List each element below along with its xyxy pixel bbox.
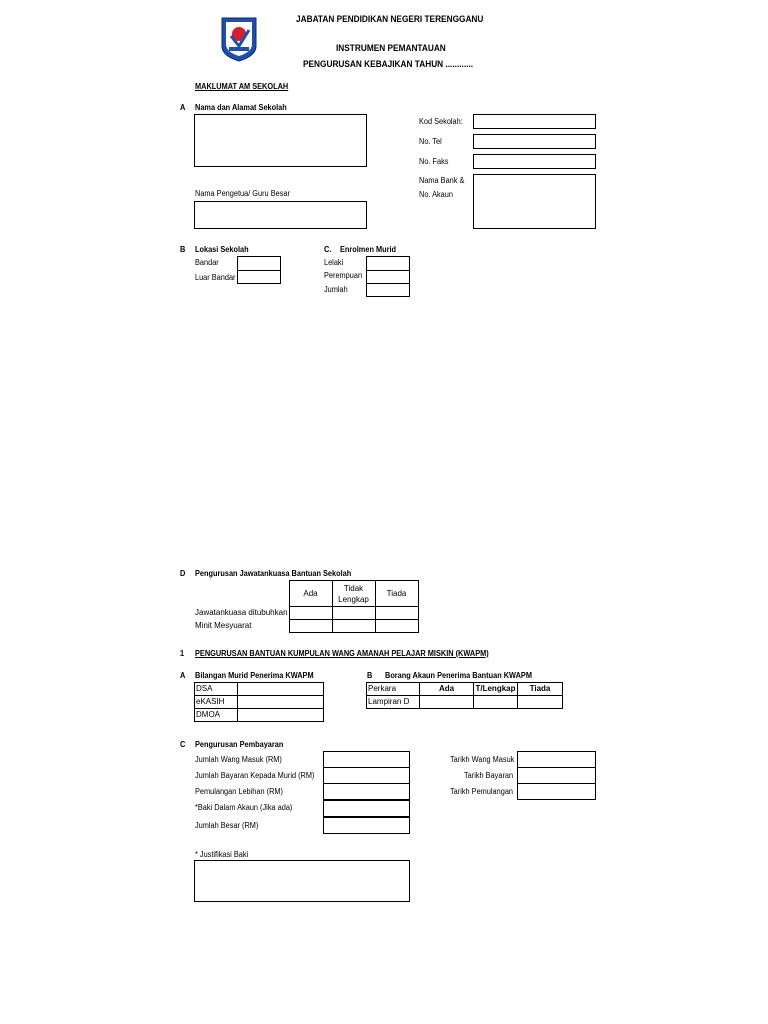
bank-label-line2: No. Akaun: [419, 190, 453, 199]
cell-input[interactable]: [332, 620, 375, 633]
guru-besar-label: Nama Pengetua/ Guru Besar: [195, 189, 290, 198]
luar-bandar-label: Luar Bandar: [195, 273, 236, 282]
bilangan-murid-table: [194, 682, 324, 722]
section-title-pembayaran: Pengurusan Pembayaran: [195, 740, 284, 749]
label-tarikh-bayaran: Tarikh Bayaran: [464, 771, 514, 780]
perempuan-field[interactable]: [366, 270, 410, 284]
no-tel-field[interactable]: [473, 134, 596, 149]
col-ada: Ada: [420, 683, 474, 696]
justifikasi-baki-field[interactable]: [194, 860, 410, 902]
cell-input[interactable]: [518, 696, 563, 709]
cell-input[interactable]: [238, 683, 324, 696]
label-pemulangan-lebihan: Pemulangan Lebihan (RM): [195, 787, 283, 796]
borang-akaun-table: [366, 682, 563, 709]
table-row: [194, 607, 418, 620]
lelaki-label: Lelaki: [324, 258, 344, 267]
bank-account-field[interactable]: [473, 174, 596, 229]
perempuan-label: Perempuan: [324, 271, 363, 280]
jumlah-label: Jumlah: [324, 285, 348, 294]
jumlah-field[interactable]: [366, 283, 410, 297]
label-wang-masuk: Jumlah Wang Masuk (RM): [195, 755, 282, 764]
pemulangan-lebihan-field[interactable]: [323, 783, 410, 800]
label-tarikh-pemulangan: Tarikh Pemulangan: [450, 787, 514, 796]
guru-besar-field[interactable]: [194, 201, 367, 229]
section-title-borang-akaun: Borang Akaun Penerima Bantuan KWAPM: [385, 671, 532, 680]
cell-input[interactable]: [238, 709, 324, 722]
section-letter-1a: A: [180, 671, 186, 680]
table-row: [195, 683, 324, 696]
tarikh-wang-masuk-field[interactable]: [517, 751, 596, 768]
row-label-minit: Minit Mesyuarat: [195, 621, 252, 630]
terengganu-education-crest-icon: [220, 16, 258, 62]
table-row: [195, 696, 324, 709]
section-letter-1b: B: [367, 671, 373, 680]
section-letter-a: A: [180, 103, 186, 112]
col-ada: Ada: [289, 581, 332, 607]
col-tidak-line1: Tidak: [343, 583, 364, 593]
jumlah-besar-field[interactable]: [323, 817, 410, 834]
no-faks-label: No. Faks: [419, 157, 449, 166]
bank-label-line1: Nama Bank &: [419, 176, 465, 185]
cell-input[interactable]: [238, 696, 324, 709]
row-label-ekasih: eKASIH: [195, 696, 238, 709]
col-tidak-line2: Lengkap: [338, 594, 369, 604]
col-t-lengkap: T/Lengkap: [474, 683, 518, 696]
school-logo: [220, 16, 258, 62]
row-label-dmoa: DMOA: [195, 709, 238, 722]
no-tel-label: No. Tel: [419, 137, 442, 146]
label-baki-akaun: *Baki Dalam Akaun (Jika ada): [195, 803, 293, 812]
kod-sekolah-field[interactable]: [473, 114, 596, 129]
jawatankuasa-table: [194, 580, 419, 633]
col-tiada: Tiada: [518, 683, 563, 696]
baki-akaun-field[interactable]: [323, 800, 410, 817]
row-label-lampiran-d: Lampiran D: [367, 696, 420, 709]
bandar-label: Bandar: [195, 258, 219, 267]
school-name-address-field[interactable]: [194, 114, 367, 167]
section-letter-c: C.: [324, 245, 332, 254]
luar-bandar-field[interactable]: [237, 270, 281, 284]
cell-input[interactable]: [420, 696, 474, 709]
section-number-1: 1: [180, 649, 185, 658]
section-title-nama-alamat: Nama dan Alamat Sekolah: [195, 103, 287, 112]
bandar-field[interactable]: [237, 256, 281, 271]
section-title-bilangan-murid: Bilangan Murid Penerima KWAPM: [195, 671, 314, 680]
section-letter-1c: C: [180, 740, 186, 749]
year-title: PENGURUSAN KEBAJIKAN TAHUN ............: [303, 59, 474, 69]
col-tiada: Tiada: [375, 581, 418, 607]
row-label-jawatankuasa: Jawatankuasa ditubuhkan: [195, 608, 288, 617]
col-tidak-lengkap: [332, 581, 375, 607]
section-letter-b: B: [180, 245, 186, 254]
row-label-dsa: DSA: [195, 683, 238, 696]
cell-input[interactable]: [375, 620, 418, 633]
lelaki-field[interactable]: [366, 256, 410, 271]
label-jumlah-besar: Jumlah Besar (RM): [195, 821, 259, 830]
table-row: [195, 709, 324, 722]
instrument-title: INSTRUMEN PEMANTAUAN: [336, 43, 446, 53]
page-title: JABATAN PENDIDIKAN NEGERI TERENGGANU: [296, 14, 484, 24]
cell-input[interactable]: [289, 620, 332, 633]
cell-input[interactable]: [289, 607, 332, 620]
col-perkara: Perkara: [367, 683, 420, 696]
kod-sekolah-label: Kod Sekolah:: [419, 117, 463, 126]
justifikasi-baki-label: * Justifikasi Baki: [195, 850, 249, 859]
label-bayaran-murid: Jumlah Bayaran Kepada Murid (RM): [195, 771, 315, 780]
cell-input[interactable]: [375, 607, 418, 620]
label-tarikh-wang-masuk: Tarikh Wang Masuk: [450, 755, 515, 764]
wang-masuk-field[interactable]: [323, 751, 410, 768]
bayaran-murid-field[interactable]: [323, 767, 410, 784]
cell-input[interactable]: [332, 607, 375, 620]
section-title-lokasi: Lokasi Sekolah: [195, 245, 249, 254]
section-title-kwapm: PENGURUSAN BANTUAN KUMPULAN WANG AMANAH PELAJAR MISKIN (KWAPM): [195, 649, 489, 658]
section-title-enrolmen: Enrolmen Murid: [340, 245, 397, 254]
section-heading-maklumat: MAKLUMAT AM SEKOLAH: [195, 82, 289, 91]
section-letter-d: D: [180, 569, 186, 578]
tarikh-pemulangan-field[interactable]: [517, 783, 596, 800]
no-faks-field[interactable]: [473, 154, 596, 169]
cell-input[interactable]: [474, 696, 518, 709]
section-title-jawatankuasa: Pengurusan Jawatankuasa Bantuan Sekolah: [195, 569, 352, 578]
table-row: [367, 696, 563, 709]
table-row: [194, 620, 418, 633]
tarikh-bayaran-field[interactable]: [517, 767, 596, 784]
